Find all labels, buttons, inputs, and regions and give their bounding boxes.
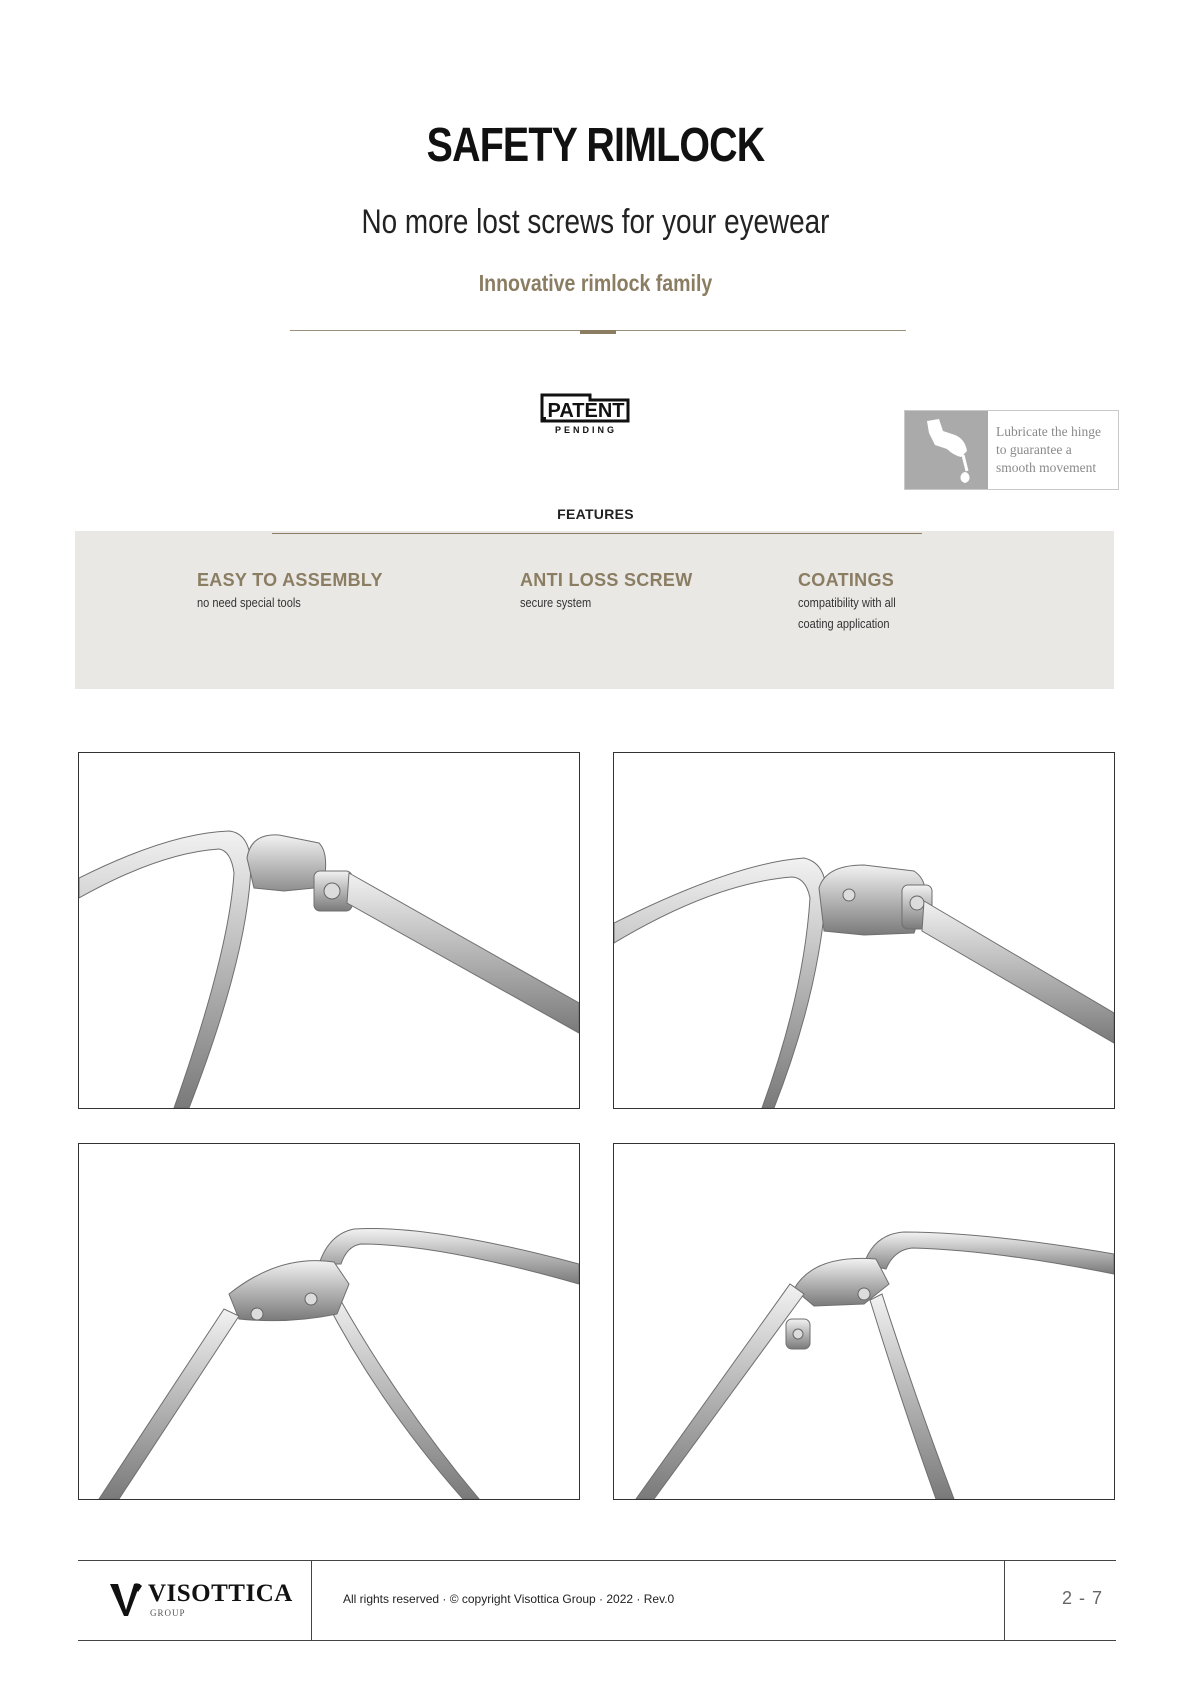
copyright-text: All rights reserved · © copyright Visottica Group · 2022 · Rev.0 (343, 1592, 675, 1606)
feature-anti-loss-screw (520, 570, 693, 612)
feature-coatings (798, 570, 913, 633)
features-heading: FEATURES (557, 506, 634, 522)
footer-separator (1004, 1560, 1005, 1640)
pending-label: PENDING (554, 425, 618, 435)
feature-desc: no need special tools (197, 595, 301, 610)
render-hinge-rear-right (613, 752, 1115, 1109)
header-divider-accent (580, 330, 616, 334)
lubricate-notice (904, 410, 1119, 490)
footer-separator (311, 1560, 312, 1640)
features-divider (272, 533, 922, 534)
footer-divider-top (78, 1560, 1116, 1561)
lubricate-text: Lubricate the hinge to guarantee a smooth movement (996, 424, 1101, 475)
feature-desc: compatibility with all (798, 595, 896, 610)
feature-title: ANTI LOSS SCREW (520, 570, 693, 590)
logo-subtitle: GROUP (150, 1608, 186, 1618)
visottica-logo (108, 1580, 293, 1624)
logo-name: VISOTTICA (148, 1580, 293, 1607)
feature-desc: secure system (520, 595, 592, 610)
render-hinge-rear-left (78, 752, 580, 1109)
page-subtitle: No more lost screws for your eyewear (361, 203, 830, 241)
feature-title: COATINGS (798, 570, 895, 590)
patent-label: PATENT (547, 400, 625, 422)
feature-title: EASY TO ASSEMBLY (197, 570, 383, 590)
footer-divider-bottom (78, 1640, 1116, 1641)
feature-easy-assembly (197, 570, 383, 612)
feature-desc-line2: coating application (798, 616, 890, 631)
page-number: 2 - 7 (1062, 1588, 1104, 1608)
visottica-mark-icon (108, 1580, 144, 1620)
render-hinge-front-right (613, 1143, 1115, 1500)
patent-pending-icon (538, 391, 634, 435)
page-tagline: Innovative rimlock family (478, 270, 713, 296)
page-title: SAFETY RIMLOCK (426, 119, 765, 172)
oil-can-icon (905, 411, 988, 489)
render-hinge-front-left (78, 1143, 580, 1500)
